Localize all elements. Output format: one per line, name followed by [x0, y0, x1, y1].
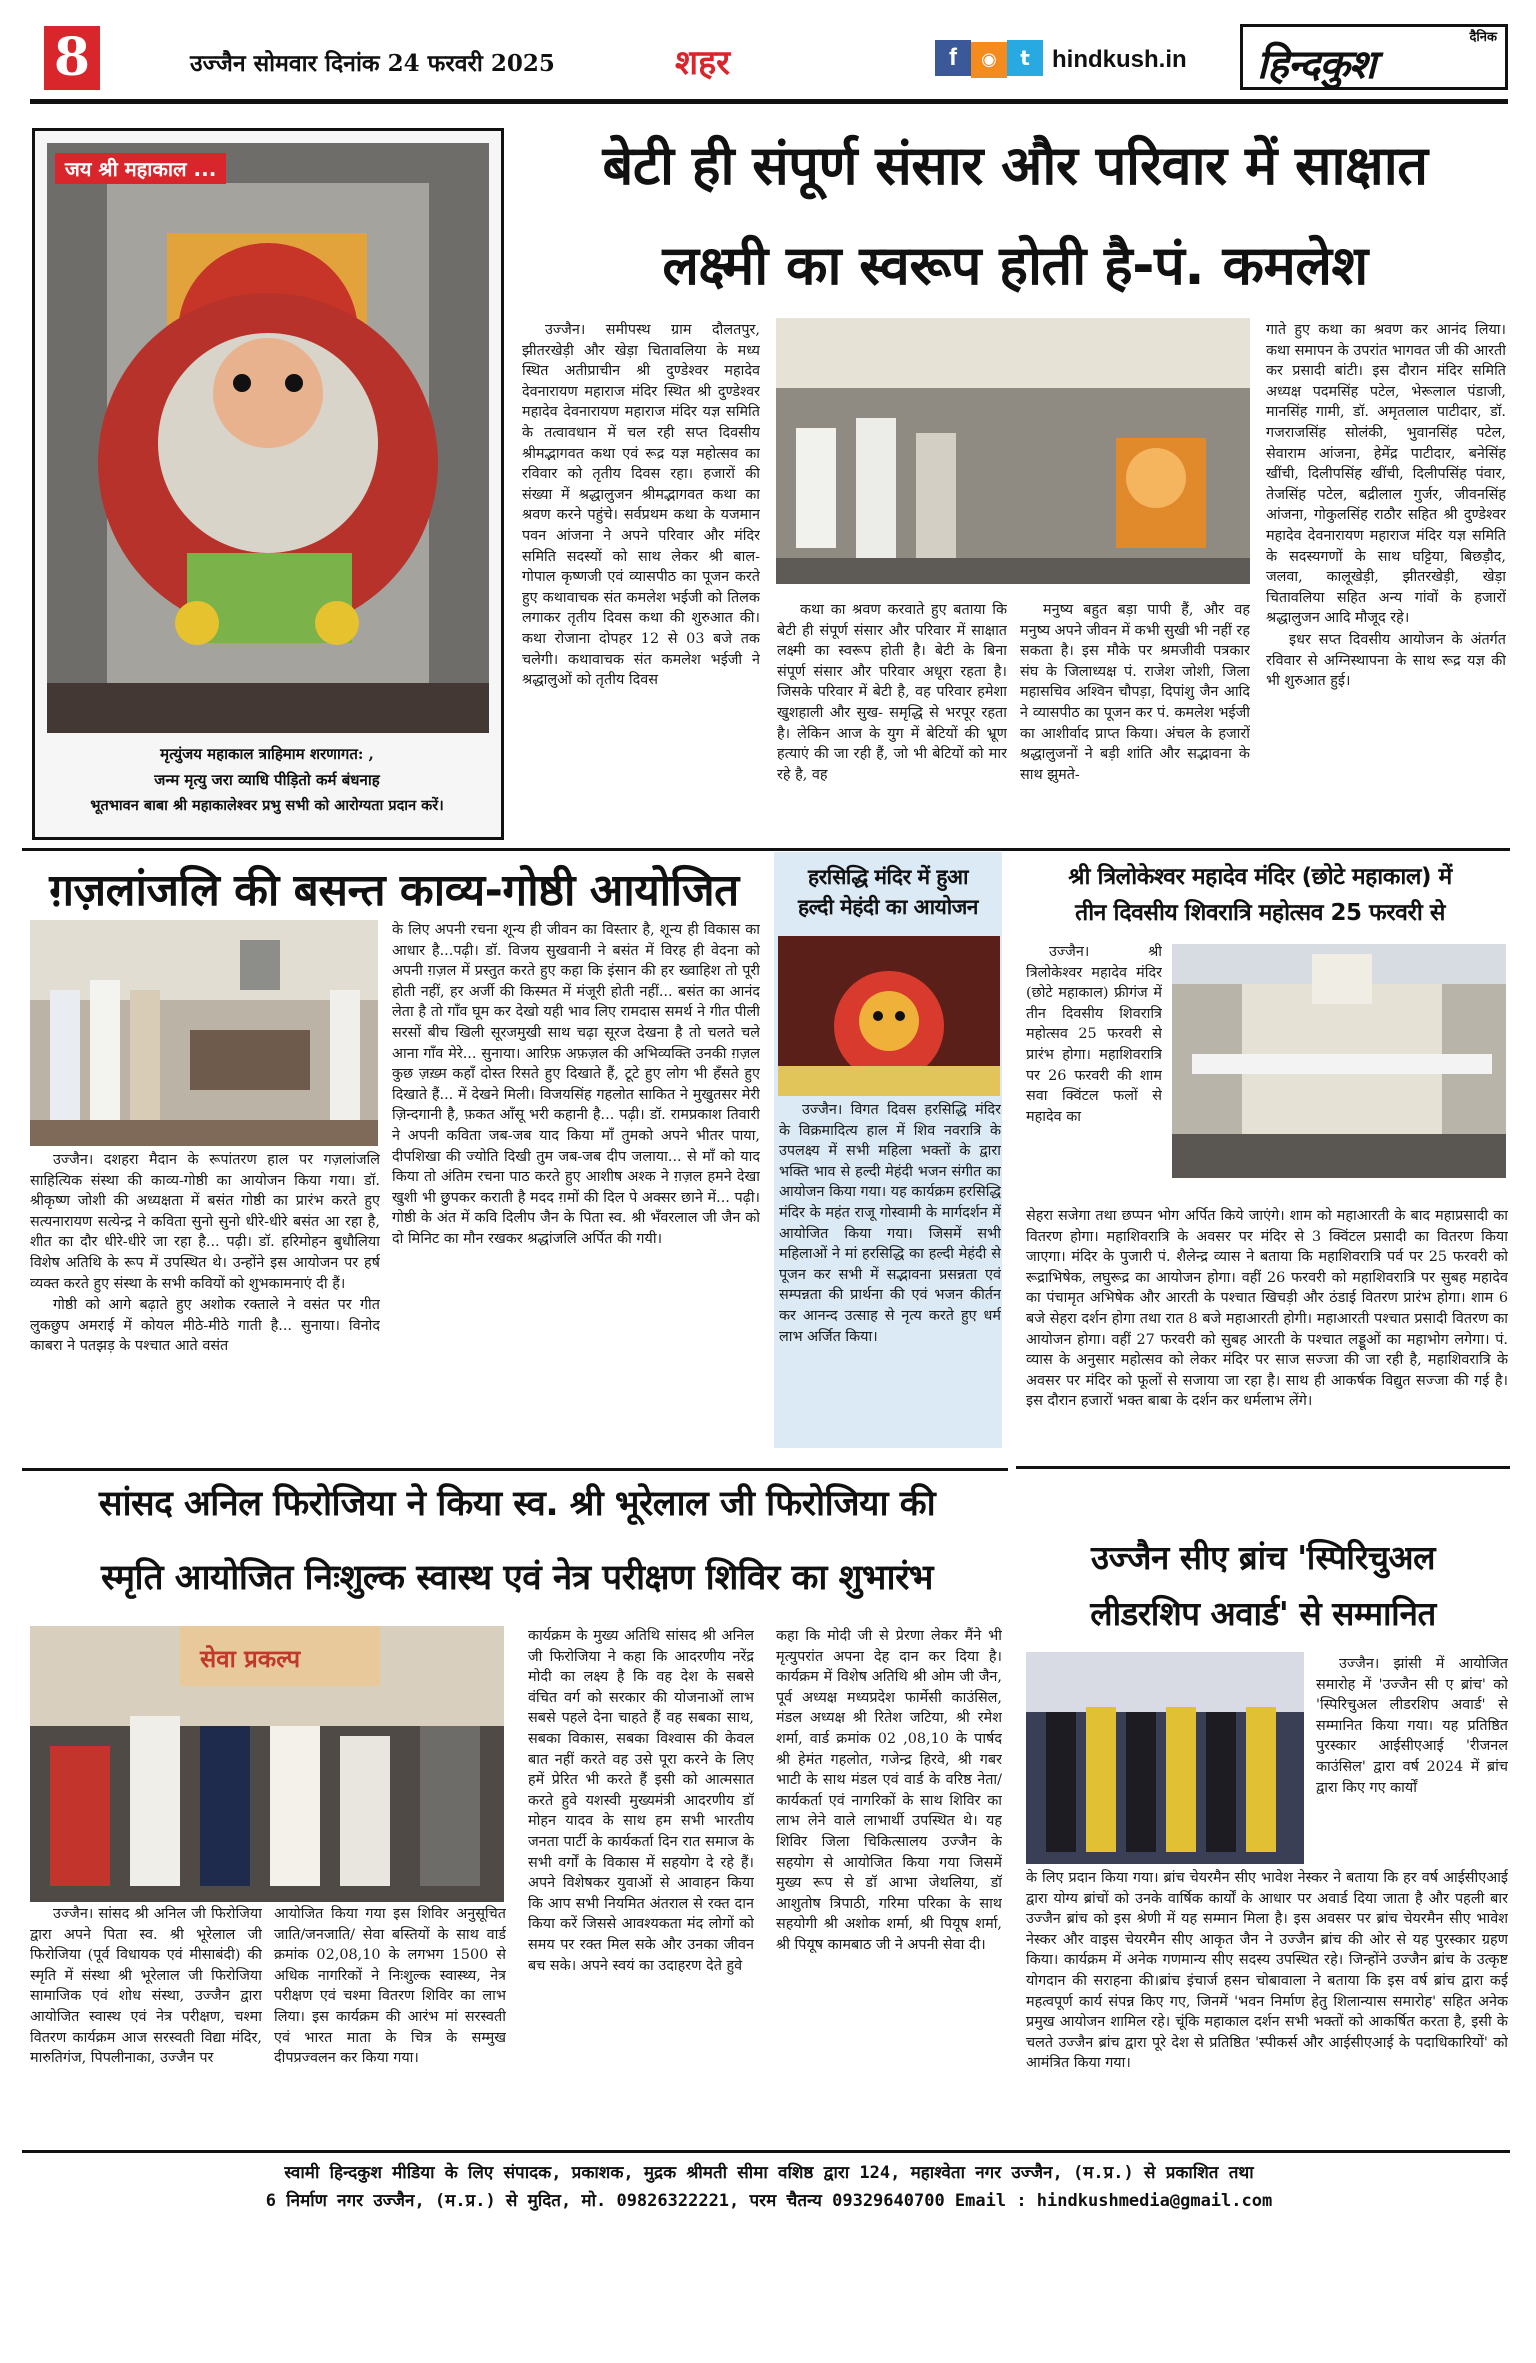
story1-text-4b: इधर सप्त दिवसीय आयोजन के अंतर्गत रविवार से अग्निस्थापना के साथ रूद्र यज्ञ की भी शुरुआत हुई।: [1266, 631, 1506, 690]
logo-wordmark: हिन्दकुश: [1257, 41, 1376, 88]
story5-text-2: आयोजित किया गया इस शिविर अनुसूचित जाति/जनजाति/ सेवा बस्तियों के साथ वार्ड क्रमांक 02,08,10 के लगभग 1500 से अधिक नागरिकों ने निःशुल्क स्वास्थ्य, नेत्र परीक्षण एवं चश्मा वितरण शिविर का लाभ लिया। इस कार्यक्रम की आरंभ मां सरस्वती एवं भारत माता के चित्र के सम्मुख दीपप्रज्वलन कर किया गया।: [274, 1906, 506, 2067]
poets-group-illustration: [30, 920, 378, 1146]
story4-text: सेहरा सजेगा तथा छप्पन भोग अर्पित किये जाएंगे। शाम को महाआरती के बाद महाप्रसादी का वितरण होगा। महाशिवरात्रि के अवसर पर मंदिर से 3 क्विंटल प्रसादी का वितरण किया जाएगा। मंदिर के पुजारी पं. शैलेन्द्र व्यास ने बताया कि महाशिवरात्रि पर्व पर 25 फरवरी को रूद्राभिषेक, लघुरूद्र का आयोजन होगा। वहीं 26 फरवरी को महाशिवरात्रि पर सुबह महादेव का पंचामृत अभिषेक और आरती के पश्चात खिचड़ी और ठंडाई वितरण प्रारंभ होगा। शाम 6 बजे सेहरा दर्शन होगा तथा रात 8 बजे महाआरती होगी। महाआरती पश्चात प्रसादी वितरण का आयोजन होगा। वहीं 27 फरवरी को सुबह आरती के पश्चात लड्डूओं का महाभोग लगेगा। पं. व्यास के अनुसार महोत्सव को लेकर मंदिर पर साज सज्जा की जा रही है, महाशिवरात्रि के अवसर पर मंदिर को फूलों से सजाया जा रहा है। साथ ही आकर्षक विद्युत सज्जा की गई है। इस दौरान हजारों भक्त बाबा के दर्शन कर धर्मलाभ लेंगे।: [1026, 1208, 1508, 1410]
story5-headline-2: स्मृति आयोजित निःशुल्क स्वास्थ एवं नेत्र परीक्षण शिविर का शुभारंभ: [100, 1558, 934, 1598]
temple-illustration: [1172, 944, 1506, 1178]
imprint-line-1: स्वामी हिन्दकुश मीडिया के लिए संपादक, प्रकाशक, मुद्रक श्रीमती सीमा वशिष्ठ द्वारा 124, महाश्वेता नगर उज्जैन, (म.प्र.) से प्रकाशित तथा: [284, 2163, 1254, 2183]
logo-tagline: दैनिक: [1469, 30, 1497, 45]
masthead-rule: [30, 99, 1508, 104]
story1-text-3: मनुष्य बहुत बड़ा पापी हैं, और वह मनुष्य अपने जीवन में कभी सुखी भी नहीं रह सकता है। इस मौके पर श्रमजीवी पत्रकार संघ के जिलाध्यक्ष पं. राजेश जोशी, जिला महासचिव अश्विन चौपड़ा, दिपांशु जैन आदि ने व्यासपीठ का पूजन कर पं. कमलेश भईजी का आशीर्वाद प्राप्त किया। अंचल के हजारों श्रद्धालुजनों ने बड़ी शांति और सद्भावना के साथ झुमते-: [1020, 602, 1250, 783]
website-link[interactable]: hindkush.in: [1052, 46, 1187, 73]
story1-column-3: [1020, 600, 1250, 826]
story1-text-1: उज्जैन। समीपस्थ ग्राम दौलतपुर, झीतरखेड़ी और खेड़ा चितावलिया के मध्य स्थित अतीप्राचीन श्री दुण्डेश्वर महादेव देवनारायण महाराज मंदिर स्थित श्री दुण्डेश्वर महादेव देवनारायण महाराज मंदिर यज्ञ समिति के तत्वावधान में चल रही सप्त दिवसीय श्रीमद्भागवत कथा एवं रूद्र यज्ञ महोत्सव का रविवार को तृतीय दिवस रहा। हजारों की संख्या में श्रद्धालुजन श्रीमद्भागवत कथा का श्रवण करने पहुंचे। सर्वप्रथम कथा के यजमान पवन आंजना ने अपने परिवार और मंदिर समिति सदस्यों को साथ लेकर श्री बाल- गोपाल कृष्णजी एवं व्यासपीठ का पूजन करते हुए कथावाचक संत कमलेश भईजी को तिलक लगाकर तृतीय दिवस कथा की शुरुआत की। कथा रोजाना दोपहर 12 से 03 बजे तक चलेगी। कथावाचक संत कमलेश भईजी ने श्रद्धालुओं को तृतीय दिवस: [522, 322, 760, 689]
imprint-line-2: 6 निर्माण नगर उज्जैन, (म.प्र.) से मुदित, मो. 09826322221, परम चैतन्य 09329640700 Email : hindkushmedia@gmail.com: [265, 2191, 1273, 2211]
harsiddhi-idol-illustration: [778, 936, 1000, 1096]
story4-headline-2: तीन दिवसीय शिवरात्रि महोत्सव 25 फरवरी से: [1075, 900, 1445, 926]
page-number: 8: [44, 26, 100, 90]
story5-text-4: कहा कि मोदी जी से प्रेरणा लेकर मैंने भी मृत्युपरांत अपना देह दान कर दिया है। कार्यक्रम में विशेष अतिथि श्री ओम जी जैन, पूर्व अध्यक्ष मध्यप्रदेश फार्मेसी काउंसिल, मंडल अध्यक्ष श्री रितेश जटिया, श्री रमेश शर्मा, वार्ड क्रमांक 02 ,08,10 के पार्षद श्री हेमंत गहलोत, गजेन्द्र हिरवे, श्री गबर भाटी के साथ मंडल एवं वार्ड के वरिष्ठ नेता/ कार्यकर्ता एवं नागरिकों के साथ शिविर का लाभ लेने वाले लाभार्थी उपस्थित थे। यह शिविर जिला चिकित्सालय उज्जैन के सहयोग से आयोजित किया गया जिसमें मुख्य रूप से डॉ आभा जेथलिया, डॉ आशुतोष त्रिपाठी, गरिमा परिका के साथ सहयोगी श्री अशोक शर्मा, श्री पियूष शर्मा, श्री पियूष कामबाठ जी ने अपनी सेवा दी।: [776, 1628, 1002, 1953]
story3-headline-1: हरसिद्धि मंदिर में हुआ: [808, 865, 968, 889]
story5-column-3: [528, 1626, 754, 2136]
story6-text-narrow: उज्जैन। झांसी में आयोजित समारोह में 'उज्जैन सी ए ब्रांच' को 'स्पिरिचुअल लीडरशिप अवार्ड' से सम्मानित किया गया। यह प्रतिष्ठित पुरस्कार आईसीएआई 'रीजनल काउंसिल' द्वारा वर्ष 2024 में ब्रांच द्वारा किए गए कार्यों: [1316, 1656, 1508, 1796]
story3-text: उज्जैन। विगत दिवस हरसिद्धि मंदिर के विक्रमादित्य हाल में शिव नवरात्रि के उपलक्ष्य में सभी महिला भक्तों के द्वारा भक्ति भाव से हल्दी मेहंदी भजन संगीत का आयोजन किया गया। यह कार्यक्रम हरसिद्धि मंदिर के महंत राजू गोस्वामी के मार्गदर्शन में आयोजित किया गया। जिसमें सभी महिलाओं ने मां हरसिद्धि का हल्दी मेहंदी से पूजन कर सभी में सद्भावना प्रसन्नता एवं सम्पन्नता की प्रार्थना की एवं भजन कीर्तन कर आनन्द उत्साह से नृत्य करते हुए धर्म लाभ अर्जित किया।: [779, 1102, 1001, 1345]
story3-headline-2: हल्दी मेहंदी का आयोजन: [798, 895, 978, 919]
rss-icon[interactable]: ◉: [971, 42, 1007, 78]
award-ceremony-illustration: [1026, 1652, 1304, 1864]
twitter-icon[interactable]: t: [1007, 40, 1043, 76]
story1-column-1: [522, 320, 760, 826]
story4-photo: [1172, 944, 1506, 1178]
photo-banner: जय श्री महाकाल ...: [55, 153, 226, 184]
story2-text-1: उज्जैन। दशहरा मैदान के रूपांतरण हाल पर गज़लांजलि साहित्यिक संस्था की काव्य-गोष्ठी का आयोजन किया गया। डॉ. श्रीकृष्ण जोशी की अध्यक्षता में बसंत गोष्ठी का प्रारंभ करते हुए सत्यनारायण सत्येन्द्र ने कविता सुनो सुनो धीरे-धीरे बसंत आ रहा है, शीत का दौर धीरे-धीरे जा रहा है... पढ़ी। डॉ. हरिमोहन बुधौलिया विशेष अतिथि के रूप में उपस्थित थे। उन्होंने इस आयोजन पर हर्ष व्यक्त करते हुए संस्था के सभी कवियों को शुभकामनाएं दी हैं।: [30, 1152, 380, 1292]
mahakal-illustration: [47, 143, 489, 733]
newspaper-logo: [1240, 24, 1508, 90]
story2-headline: ग़ज़लांजलि की बसन्त काव्य-गोष्ठी आयोजित: [49, 865, 739, 916]
story5-column-2: [274, 1904, 506, 2136]
photo-caption-line-1: मृत्युंजय महाकाल त्राहिमाम शरणागत: ,: [160, 745, 374, 763]
social-icons: [935, 40, 1043, 78]
story5-photo: [30, 1626, 504, 1902]
story1-headline-2: लक्ष्मी का स्वरूप होती है-पं. कमलेश: [662, 234, 1368, 297]
masthead: [30, 20, 1508, 102]
story6-column: [1026, 1868, 1508, 2136]
facebook-icon[interactable]: f: [935, 40, 971, 76]
story1-text-4a: गाते हुए कथा का श्रवण कर आनंद लिया। कथा समापन के उपरांत भागवत जी की आरती कर प्रसादी बांटी। इस दौरान मंदिर समिति अध्यक्ष पदमसिंह पटेल, भेरूलाल पंडाजी, मानसिंह गामी, डॉ. अमृतलाल पाटीदार, डॉ. गजराजसिंह सोलंकी, भुवानसिंह पटेल, सेवाराम आंजना, हेमेंद्र पाटीदार, बनेसिंह खींची, दिलीपसिंह खींची, दिलीपसिंह पंवार, तेजसिंह पटेल, बद्रीलाल गुर्जर, जीवनसिंह आंजना, गोकुलसिंह राठौर सहित श्री दुण्डेश्वर महादेव देवनारायण महाराज मंदिर यज्ञ समिति के सदस्यगणों के साथ घट्टिया, बिछड़ौद, जलवा, कालूखेड़ी, झीतरखेड़ी, खेड़ा चितावलिया सहित अन्य गांवों के हजारों श्रद्धालुजन आदि मौजूद रहे।: [1266, 322, 1506, 627]
event-crowd-illustration: [776, 318, 1250, 584]
story2-photo: [30, 920, 378, 1146]
story6-headline-2: लीडरशिप अवार्ड' से सम्मानित: [1090, 1594, 1436, 1633]
story4-column: [1026, 1206, 1508, 1462]
story5-column-4: [776, 1626, 1002, 2136]
story2-column-1: [30, 1150, 380, 1436]
section-label: शहर: [675, 43, 731, 83]
seva-banner: सेवा प्रकल्प: [200, 1644, 301, 1673]
story2-column-2: [392, 920, 760, 1440]
mahakal-photo: [47, 143, 489, 733]
story2-text-1b: गोष्ठी को आगे बढ़ाते हुए अशोक रक्ताले ने वसंत पर गीत लुकछुप अमराई में कोयल मीठे-मीठे गाती है... सुनाया। विनोद काबरा ने पतझड़ के पश्चात आते वसंत: [30, 1297, 380, 1355]
story6-photo: [1026, 1652, 1304, 1864]
story3-photo: [778, 936, 1000, 1096]
row-divider-3: [1016, 1466, 1510, 1469]
story6-text: के लिए प्रदान किया गया। ब्रांच चेयरमैन सीए भावेश नेस्कर ने बताया कि हर वर्ष आईसीएआई द्वारा योग्य ब्रांचों को उनके वार्षिक कार्यों के आधार पर अवार्ड दिया जाता है और पहली बार उज्जैन ब्रांच को इस श्रेणी में यह सम्मान मिला है। इस अवसर पर ब्रांच चेयरमैन सीए भावेश नेस्कर और वाइस चेयरमैन सीए आकृत जैन ने उज्जैन ब्रांच की ओर से यह पुरस्कार ग्रहण किया। कार्यक्रम में अनेक गणमान्य सीए सदस्य उपस्थित रहे। जिन्होंने उज्जैन ब्रांच के उत्कृष्ट योगदान की सराहना की।ब्रांच इंचार्ज हसन चोबावाला ने बताया कि इस वर्ष ब्रांच द्वारा कई महत्वपूर्ण कार्य संपन्न किए गए, जिनमें 'भवन निर्माण हेतु शिलान्यास समारोह' सहित अनेक प्रमुख आयोजन शामिल रहे। चूंकि महाकाल दर्शन सभी भक्तों को आकर्षित करता है, इसी के चलते उज्जैन ब्रांच द्वारा पूरे देश से प्रतिष्ठित 'स्पीकर्स और आईसीएआई के पदाधिकारियों' को आमंत्रित किया गया।: [1026, 1870, 1508, 2072]
story3-column: [779, 1100, 1001, 1440]
story6-headline-1: उज्जैन सीए ब्रांच 'स्पिरिचुअल: [1091, 1538, 1435, 1577]
photo-caption-line-2: जन्म मृत्यु जरा व्याधि पीड़ितो कर्म बंधनाह: [154, 771, 380, 789]
story4-text-narrow: उज्जैन। श्री त्रिलोकेश्वर महादेव मंदिर (छोटे महाकाल) फ्रीगंज में तीन दिवसीय शिवरात्रि महोत्सव 25 फरवरी से प्रारंभ होगा। महाशिवरात्रि पर 26 फरवरी की शाम सवा क्विंटल फलों से महादेव का: [1026, 944, 1162, 1125]
story5-text-1: उज्जैन। सांसद श्री अनिल जी फिरोजिया द्वारा अपने पिता स्व. श्री भूरेलाल जी फिरोजिया (पूर्व विधायक एवं मीसाबंदी) की स्मृति में संस्था श्री भूरेलाल जी फिरोजिया सामाजिक एवं शोध संस्था, उज्जैन द्वारा आयोजित स्वास्थ एवं नेत्र परीक्षण, चश्मा वितरण कार्यक्रम आज सरस्वती विद्या मंदिर, मारुतिगंज, पिपलीनाका, उज्जैन पर: [30, 1906, 262, 2067]
story2-text-2: के लिए अपनी रचना शून्य ही जीवन का विस्तार है, शून्य ही विकास का आधार है...पढ़ी। डॉ. विजय सुखवानी ने बसंत में विरह ही वेदना को अपनी ग़ज़ल में प्रस्तुत करते हुए कहा कि इंसान की हर ख्वाहिश तो पूरी होती नहीं, हर अर्जी की किस्मत में मंजूरी होती नहीं... बसंत का आनंद लेता है तो गाँव घूम कर देखो यही भाव लिए रामदास समर्थ ने गीत पीली सरसों बीच खिली सूरजमुखी साथ चढ़ा सूरज देखना है तो चलते चले आना गाँव मेरे... सुनाया। आरिफ़ अफ़ज़ल की अभिव्यक्ति उनकी ग़ज़ल कुछ ज़ख़्म कहाँ दोस्त रिसते हुए दिखाते हैं, टूटे हुए लोग भी हँसते हुए दिखाते हैं... में देखने मिली। विजयसिंह गहलोत साकित ने मुखुतसर मेरी ज़िन्दगानी है, फ़कत आँसू भरी कहानी है... पढ़ी। डॉ. रामप्रकाश तिवारी ने अपनी कविता जब-जब याद किया माँ तुमको अपने भीतर पाया, दीपशिखा की ज्योति दिखी तुम जब-जब दीप जलाया... से माँ को याद किया तो अंतिम रचना पाठ करते हुए आशीष अश्क ने ग़ज़ल हमने देखा खुशी भी छुपकर कराती है मदद ग़मों की दिल पे अक्सर छाने में... पढ़ी। गोष्ठी के अंत में कवि दिलीप जैन के पिता स्व. श्री भँवरलाल जी जैन को दो मिनिट का मौन रखकर श्रद्धांजलि अर्पित की गयी।: [392, 922, 760, 1247]
story1-text-2: कथा का श्रवण करवाते हुए बताया कि बेटी ही संपूर्ण संसार और परिवार में साक्षात लक्ष्मी का स्वरूप होती है। बेटी के बिना संपूर्ण संसार और परिवार अधूरा रहता है। जिसके परिवार में बेटी है, वह परिवार हमेशा खुशहाली और सुख- समृद्धि से भरपूर रहता है। लेकिन आज के युग में बेटियों की भ्रूण हत्याएं की जा रही हैं, जो भी बेटियों को मार रहे है, वह: [777, 602, 1007, 783]
mahakal-photo-box: [32, 128, 504, 840]
story4-headline-1: श्री त्रिलोकेश्वर महादेव मंदिर (छोटे महाकाल) में: [1068, 864, 1452, 890]
row-divider-2: [22, 1468, 1008, 1471]
story5-column-1: [30, 1904, 262, 2136]
story1-column-4: [1266, 320, 1506, 830]
story5-headline-1: सांसद अनिल फिरोजिया ने किया स्व. श्री भूरेलाल जी फिरोजिया की: [98, 1484, 936, 1524]
story1-headline-1: बेटी ही संपूर्ण संसार और परिवार में साक्षात: [602, 134, 1428, 197]
story1-event-photo: [776, 318, 1250, 584]
footer-rule: [22, 2150, 1510, 2153]
dateline: उज्जैन सोमवार दिनांक 24 फरवरी 2025: [190, 50, 555, 77]
story5-text-3: कार्यक्रम के मुख्य अतिथि सांसद श्री अनिल जी फिरोजिया ने कहा कि आदरणीय नरेंद्र मोदी का लक्ष्य है कि वह देश के सबसे वंचित वर्ग को सरकार की योजनाओं लाभ सबसे पहले देना चाहते हैं वह सबका साथ, सबका विकास, सबका विश्वास की केवल बात नहीं करते वह उसे पूरा करने के लिए हमें प्रेरित भी करते हैं इसी को आत्मसात करते हुवे यशस्वी मुख्यमंत्री आदरणीय डॉ मोहन यादव के साथ हम सभी भारतीय जनता पार्टी के कार्यकर्ता दिन रात समाज के सभी वर्गों के विकास में सहयोग दे रहे हैं। अपने विशेषकर युवाओं से आवाहन किया कि आप सभी नियमित अंतराल से रक्त दान किया करें जिससे आवश्यकता मंद लोगों को समय पर रक्त मिल सके और उनका जीवन बच सके। अपने स्वयं का उदाहरण देते हुवे: [528, 1628, 754, 1974]
row-divider-1: [22, 848, 1510, 851]
story1-column-2: [777, 600, 1007, 826]
photo-caption-line-3: भूतभावन बाबा श्री महाकालेश्वर प्रभु सभी को आरोग्यता प्रदान करें।: [90, 797, 444, 814]
story4-column-narrow: [1026, 942, 1162, 1210]
story6-column-narrow: [1316, 1654, 1508, 1868]
